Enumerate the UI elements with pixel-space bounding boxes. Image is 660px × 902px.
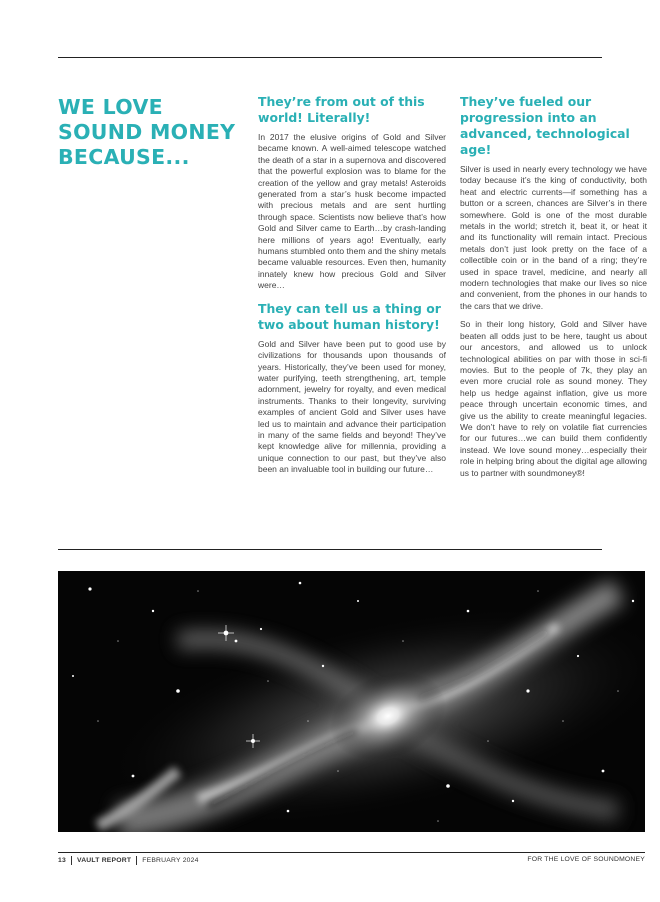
section-title: They’ve fueled our progression into an advanced, technological age!	[460, 94, 630, 157]
section-out-of-this-world	[258, 94, 446, 292]
top-rule	[58, 57, 602, 58]
page-headline: WE LOVE SOUND MONEY BECAUSE...	[58, 95, 236, 169]
footer-left	[58, 856, 199, 865]
issue-date: FEBRUARY 2024	[142, 857, 199, 864]
section-body: In 2017 the elusive origins of Gold and Silver became known. A well-aimed telescope watched the death of a star in a supernova and discovered that the powerful explosion was to blame for the creation of the yellow and gray metals! Asteroids generated from a star’s husk become impacted with precious metals and are sent hurtling through space. Scientists now believe that’s how Gold and Silver came to Earth…by crash-landing here millions of years ago! Eventually, early humans stumbled onto them and the shiny metals became valuable resources. Even then, humanity innately knew how precious Gold and Silver were…	[258, 132, 446, 291]
middle-rule	[58, 549, 602, 550]
column-2	[460, 94, 647, 479]
spiral-galaxy-image	[58, 571, 645, 832]
footer-rule	[58, 852, 645, 853]
column-1	[258, 94, 446, 476]
section-body: Gold and Silver have been put to good use by civilizations for thousands upon thousands of years. Historically, they’ve been used for money, water purifying, teeth strengthening, art, temple adornment, jewelry for royalty, and even medical instruments. Thanks to their longevity, surviving examples of ancient Gold and Silver uses have led us to maintain and advance their participation in many of the same fields and beyond! They’ve kept knowledge alive for millennia, providing a unique connection to our past, but they’ve also been an invaluable tool in building our future…	[258, 338, 446, 475]
footer-divider	[71, 856, 72, 865]
galaxy-photo	[58, 571, 645, 832]
section-body: Silver is used in nearly every technology we have today because it’s the king of conductivity, both heat and electric currents—if something has a button or a screen, chances are Silver’s in there somewhere. Gold is one of the most durable metals in the world; stretch it, beat it, or heat it and its functionality will remain intact. Precious metals don’t just look pretty on the face of a collectible coin or in the band of a ring; they’re used in space travel, medicine, and nearly all modern technologies that make our lives so nice and convenient, from the phones in our hands to the cars that we drive.	[460, 164, 647, 311]
section-title: They can tell us a thing or two about human history!	[258, 300, 441, 332]
magazine-name: VAULT REPORT	[76, 857, 132, 864]
section-human-history	[258, 301, 446, 476]
footer-divider	[136, 856, 137, 865]
section-technological-age	[460, 94, 647, 479]
footer-tagline: FOR THE LOVE OF SOUNDMONEY	[527, 856, 645, 863]
section-title: They’re from out of this world! Literally!	[258, 94, 425, 125]
section-body: So in their long history, Gold and Silver have beaten all odds just to be here, taught us about our ancestors, and allowed us to unlock technological abilities on par with those in sci-fi movies. But to the people of 7k, they play an even more crucial role as sound money. They help us hedge against inflation, give us more peace through uncertain economic times, and give us the ability to create meaningful legacies. We don’t have to rely on volatile fiat currencies for our futures…we can build them confidently instead. We love sound money…especially their role in helping bring about the digital age allowing us to partner with soundmoney®!	[460, 319, 647, 478]
page-number: 13	[58, 857, 66, 864]
